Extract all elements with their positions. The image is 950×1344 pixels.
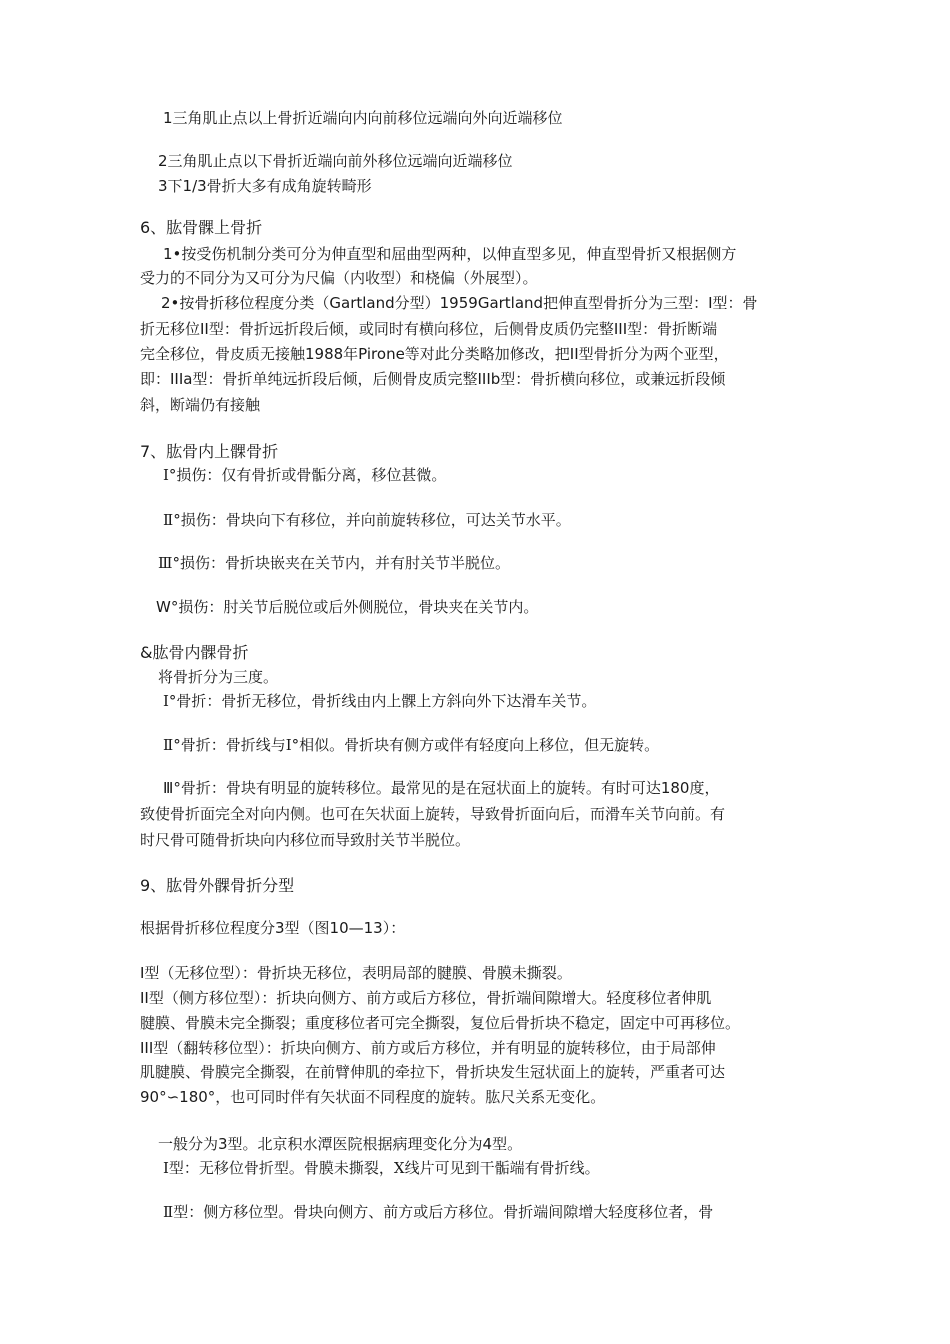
text-line: W°损伤：肘关节后脱位或后外侧脱位，骨块夹在关节内。 <box>156 598 539 616</box>
text-line: 折无移位II型：骨折远折段后倾，或同时有横向移位，后侧骨皮质仍完整III型：骨折断端 <box>140 320 718 338</box>
text-line: Ⅰ型：无移位骨折型。骨膜未撕裂，X线片可见到干骺端有骨折线。 <box>163 1159 600 1177</box>
text-line: I型（无移位型）：骨折块无移位，表明局部的腱膜、骨膜未撕裂。 <box>140 964 572 982</box>
text-line: III型（翻转移位型）：折块向侧方、前方或后方移位，并有明显的旋转移位，由于局部伸 <box>140 1039 716 1057</box>
text-line: Ⅱ型：侧方移位型。骨块向侧方、前方或后方移位。骨折端间隙增大轻度移位者，骨 <box>163 1203 714 1221</box>
text-line: 一般分为3型。北京积水潭医院根据病理变化分为4型。 <box>158 1135 523 1153</box>
text-line: 时尺骨可随骨折块向内移位而导致肘关节半脱位。 <box>140 831 471 849</box>
section-heading: 7、肱骨内上髁骨折 <box>140 442 279 461</box>
text-line: 即：IIIa型：骨折单纯远折段后倾，后侧骨皮质完整IIIb型：骨折横向移位，或兼远折段倾 <box>140 370 726 388</box>
text-line: Ⅰ°损伤：仅有骨折或骨骺分离，移位甚微。 <box>163 466 447 484</box>
section-heading: 6、肱骨髁上骨折 <box>140 218 263 237</box>
text-line: Ⅰ°骨折：骨折无移位，骨折线由内上髁上方斜向外下达滑车关节。 <box>163 692 597 710</box>
text-line: II型（侧方移位型）：折块向侧方、前方或后方移位，骨折端间隙增大。轻度移位者伸肌 <box>140 989 712 1007</box>
text-line: Ⅱ°骨折：骨折线与Ⅰ°相似。骨折块有侧方或伴有轻度向上移位，但无旋转。 <box>163 736 660 754</box>
text-line: 受力的不同分为又可分为尺偏（内收型）和桡偏（外展型）。 <box>140 269 538 287</box>
text-line: 将骨折分为三度。 <box>158 668 279 686</box>
text-line: 斜，断端仍有接触 <box>140 396 261 414</box>
text-line: 腱膜、骨膜未完全撕裂；重度移位者可完全撕裂，复位后骨折块不稳定，固定中可再移位。 <box>140 1014 741 1032</box>
text-line: 1三角肌止点以上骨折近端向内向前移位远端向外向近端移位 <box>163 109 563 127</box>
section-heading: 9、肱骨外髁骨折分型 <box>140 876 295 895</box>
text-line: 致使骨折面完全对向内侧。也可在矢状面上旋转，导致骨折面向后，而滑车关节向前。有 <box>140 805 726 823</box>
text-line: 完全移位，骨皮质无接触1988年Pirone等对此分类略加修改，把II型骨折分为两个亚型， <box>140 345 729 363</box>
section-heading: &肱骨内髁骨折 <box>140 643 249 662</box>
text-line: 肌腱膜、骨膜完全撕裂，在前臂伸肌的牵拉下，骨折块发生冠状面上的旋转，严重者可达 <box>140 1063 726 1081</box>
text-line: 90°∽180°，也可同时伴有矢状面不同程度的旋转。肱尺关系无变化。 <box>140 1088 606 1106</box>
text-line: 2三角肌止点以下骨折近端向前外移位远端向近端移位 <box>158 152 513 170</box>
text-line: 2•按骨折移位程度分类（Gartland分型）1959Gartland把伸直型骨折分为三型：I型：骨 <box>161 294 758 312</box>
text-line: Ⅱ°损伤：骨块向下有移位，并向前旋转移位，可达关节水平。 <box>163 511 571 529</box>
text-line: 1•按受伤机制分类可分为伸直型和屈曲型两种，以伸直型多见，伸直型骨折又根据侧方 <box>163 245 737 263</box>
text-line: 根据骨折移位程度分3型（图10—13）： <box>140 919 406 937</box>
text-line: Ⅲ°骨折：骨块有明显的旋转移位。最常见的是在冠状面上的旋转。有时可达180度， <box>163 779 720 797</box>
text-line: Ⅲ°损伤：骨折块嵌夹在关节内，并有肘关节半脱位。 <box>158 554 510 572</box>
text-line: 3下1/3骨折大多有成角旋转畸形 <box>158 177 372 195</box>
